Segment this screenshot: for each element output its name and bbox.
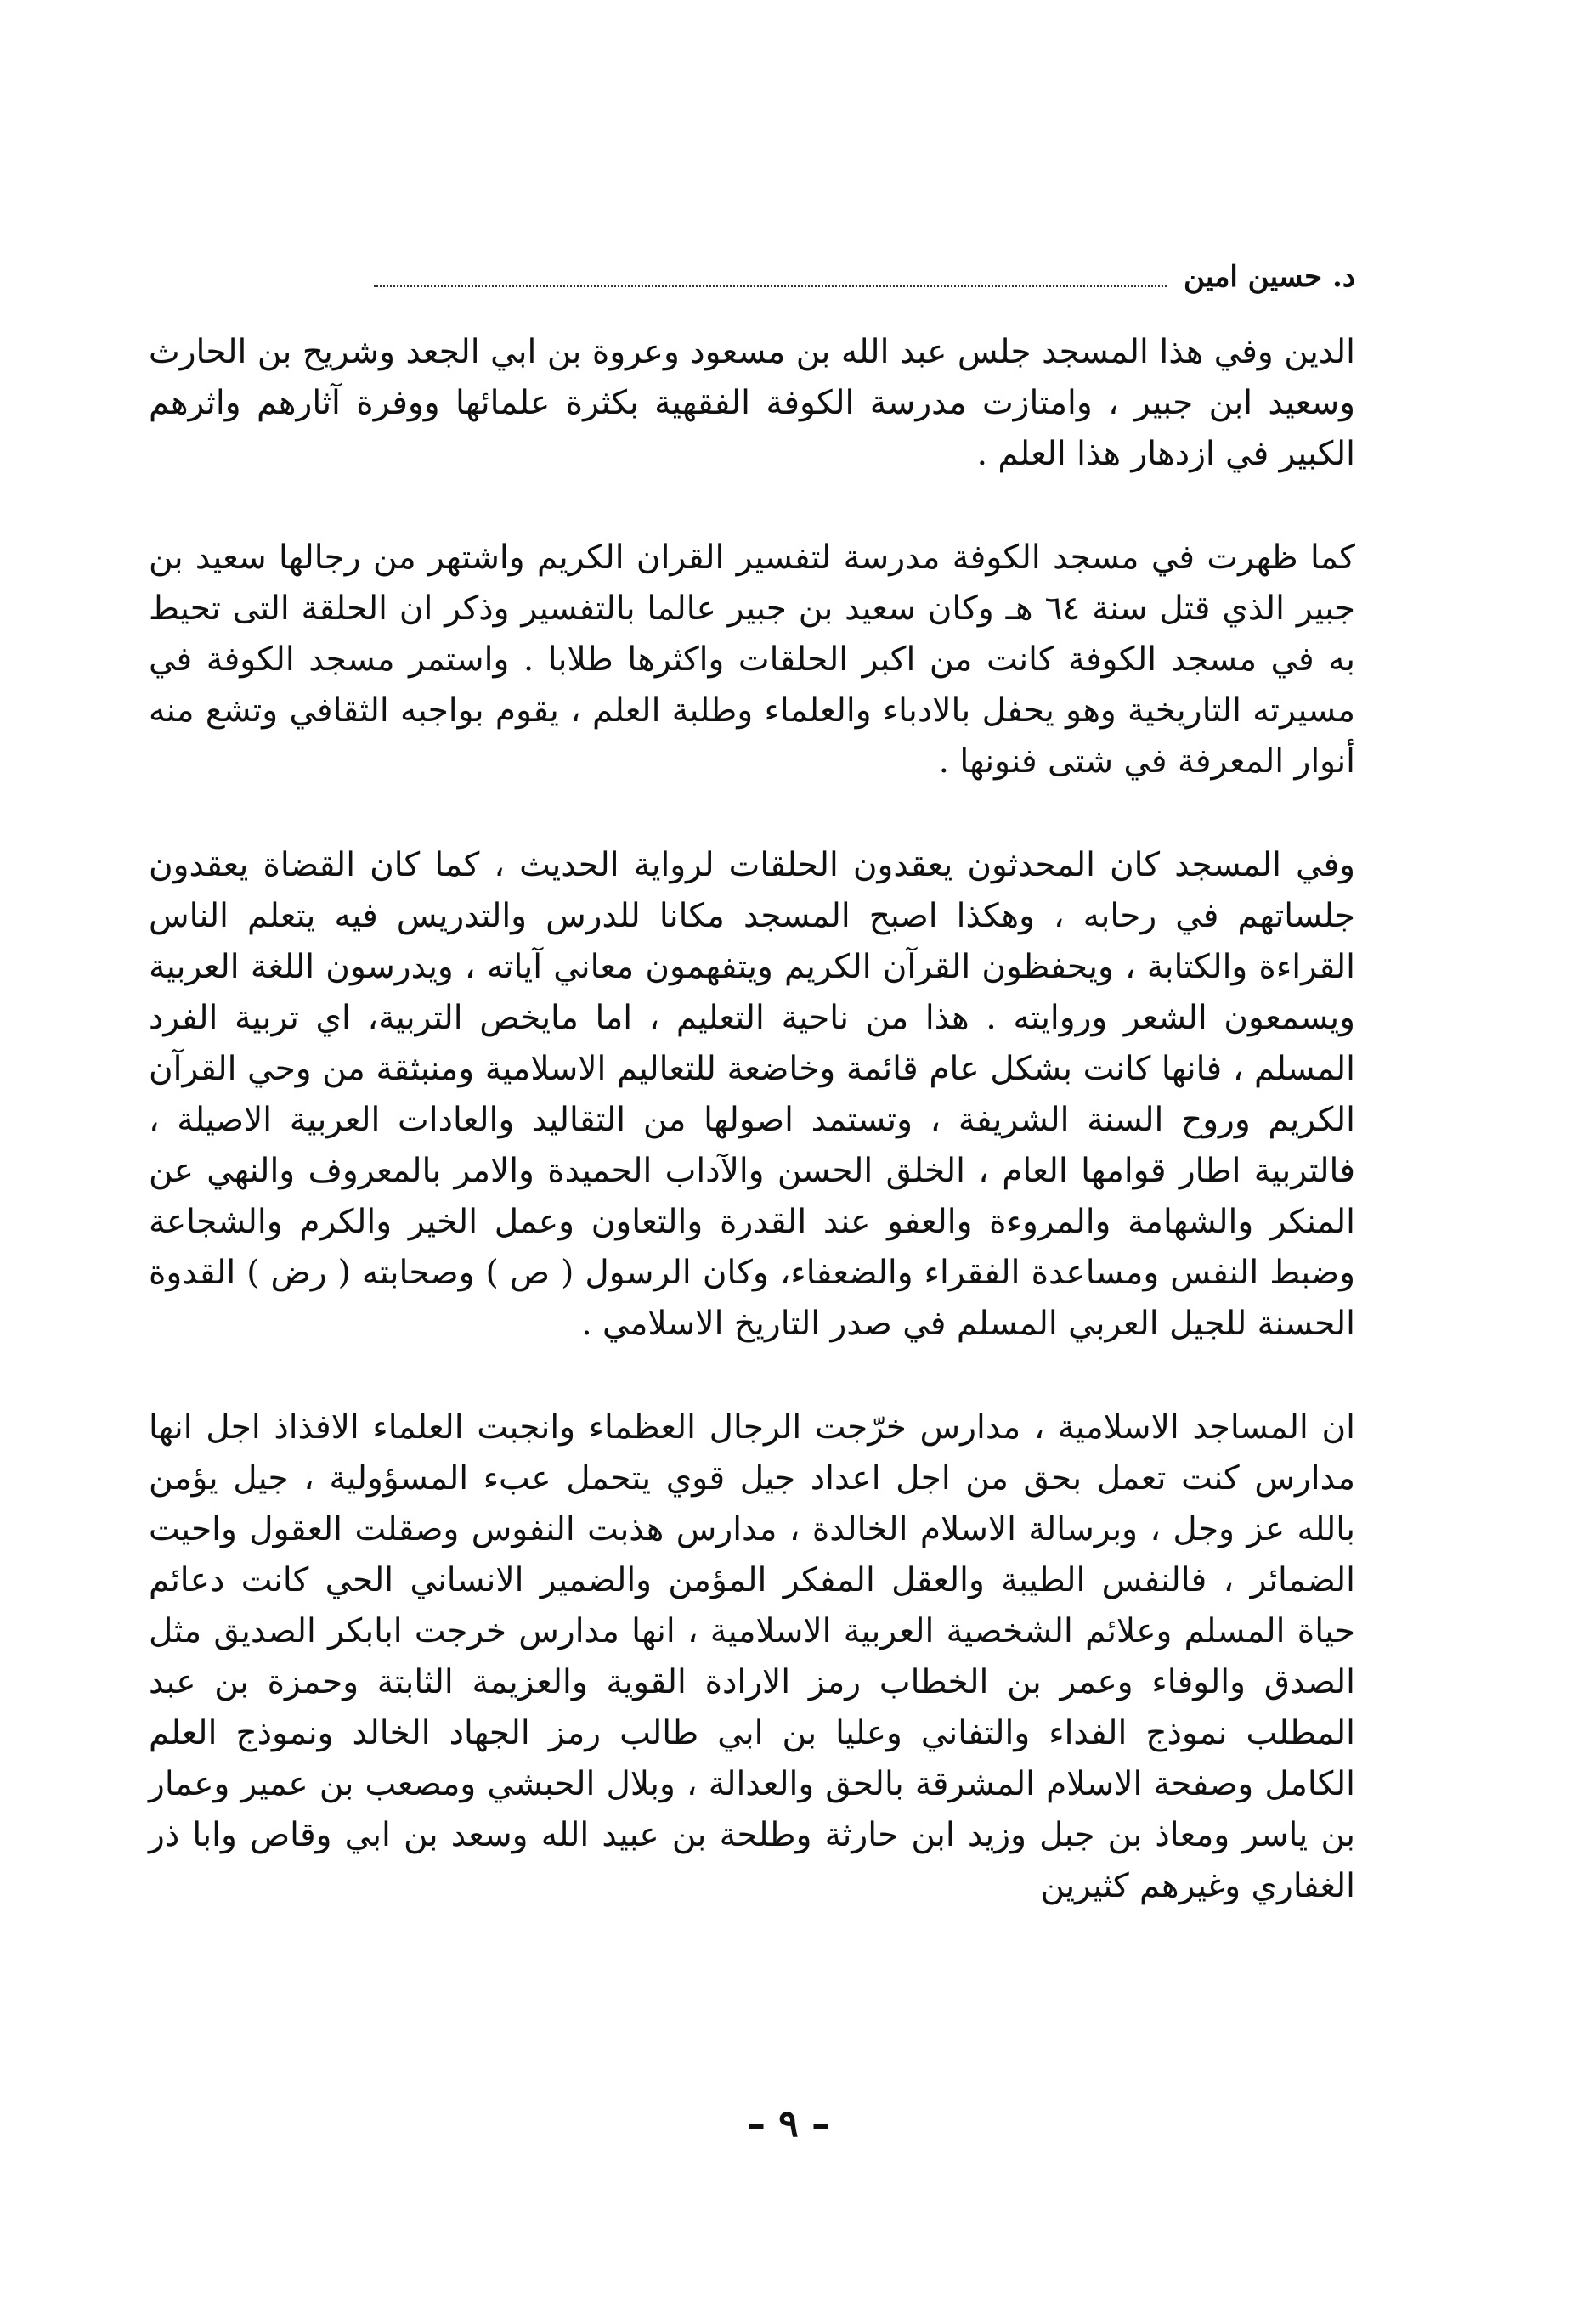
header-dotted-rule [374,285,1167,287]
paragraph-2: كما ظهرت في مسجد الكوفة مدرسة لتفسير القران الكريم واشتهر من رجالها سعيد بن جبير الذي قتل سنة ٦٤ هـ وكان سعيد بن جبير عالما بالتفسير وذكر ان الحلقة التى تحيط به في مسجد الكوفة كانت من اكبر الحلقات واكثرها طلابا . واستمر مسجد الكوفة في مسيرته التاريخية وهو يحفل بالادباء والعلماء وطلبة العلم ، يقوم بواجبه الثقافي وتشع منه أنوار المعرفة في شتى فنونها . [149,539,1355,781]
page-number: – ٩ – [746,2102,831,2146]
paragraph-3: وفي المسجد كان المحدثون يعقدون الحلقات لرواية الحديث ، كما كان القضاة يعقدون جلساتهم في رحابه ، وهكذا اصبح المسجد مكانا للدرس والتدريس فيه يتعلم الناس القراءة والكتابة ، ويحفظون القرآن الكريم ويتفهمون معاني آياته ، ويدرسون اللغة العربية ويسمعون الشعر وروايته . هذا من ناحية التعليم ، اما مايخص التربية، اي تربية الفرد المسلم ، فانها كانت بشكل عام قائمة وخاضعة للتعاليم الاسلامية ومنبثقة من وحي القرآن الكريم وروح السنة الشريفة ، وتستمد اصولها من التقاليد والعادات العربية الاصيلة ، فالتربية اطار قوامها العام ، الخلق الحسن والآداب الحميدة والامر بالمعروف والنهي عن المنكر والشهامة والمروءة والعفو عند القدرة والتعاون وعمل الخير والكرم والشجاعة وضبط النفس ومساعدة الفقراء والضعفاء، وكان الرسول ( ص ) وصحابته ( رض ) القدوة الحسنة للجيل العربي المسلم في صدر التاريخ الاسلامي . [149,846,1355,1343]
paragraph-1: الدين وفي هذا المسجد جلس عبد الله بن مسعود وعروة بن ابي الجعد وشريح بن الحارث وسعيد ابن جبير ، وامتازت مدرسة الكوفة الفقهية بكثرة علمائها ووفرة آثارهم واثرهم الكبير في ازدهار هذا العلم . [149,333,1355,473]
body-text [149,327,1355,1912]
paragraph-4: ان المساجد الاسلامية ، مدارس خرّجت الرجال العظماء وانجبت العلماء الافذاذ اجل انها مدارس كنت تعمل بحق من اجل اعداد جيل قوي يتحمل عبء المسؤولية ، جيل يؤمن بالله عز وجل ، وبرسالة الاسلام الخالدة ، مدارس هذبت النفوس وصقلت العقول واحيت الضمائر ، فالنفس الطيبة والعقل المفكر المؤمن والضمير الانساني الحي كانت دعائم حياة المسلم وعلائم الشخصية العربية الاسلامية ، انها مدارس خرجت ابابكر الصديق مثل الصدق والوفاء وعمر بن الخطاب رمز الارادة القوية والعزيمة الثابتة وحمزة بن عبد المطلب نموذج الفداء والتفاني وعليا بن ابي طالب رمز الجهاد الخالد ونموذج العلم الكامل وصفحة الاسلام المشرقة بالحق والعدالة ، وبلال الحبشي ومصعب بن عمير وعمار بن ياسر ومعاذ بن جبل وزيد ابن حارثة وطلحة بن عبيد الله وسعد بن ابي وقاص وابا ذر الغفاري وغيرهم كثيرين [149,1408,1355,1905]
running-header [374,246,1355,294]
author-name: د. حسين امين [1184,260,1355,294]
